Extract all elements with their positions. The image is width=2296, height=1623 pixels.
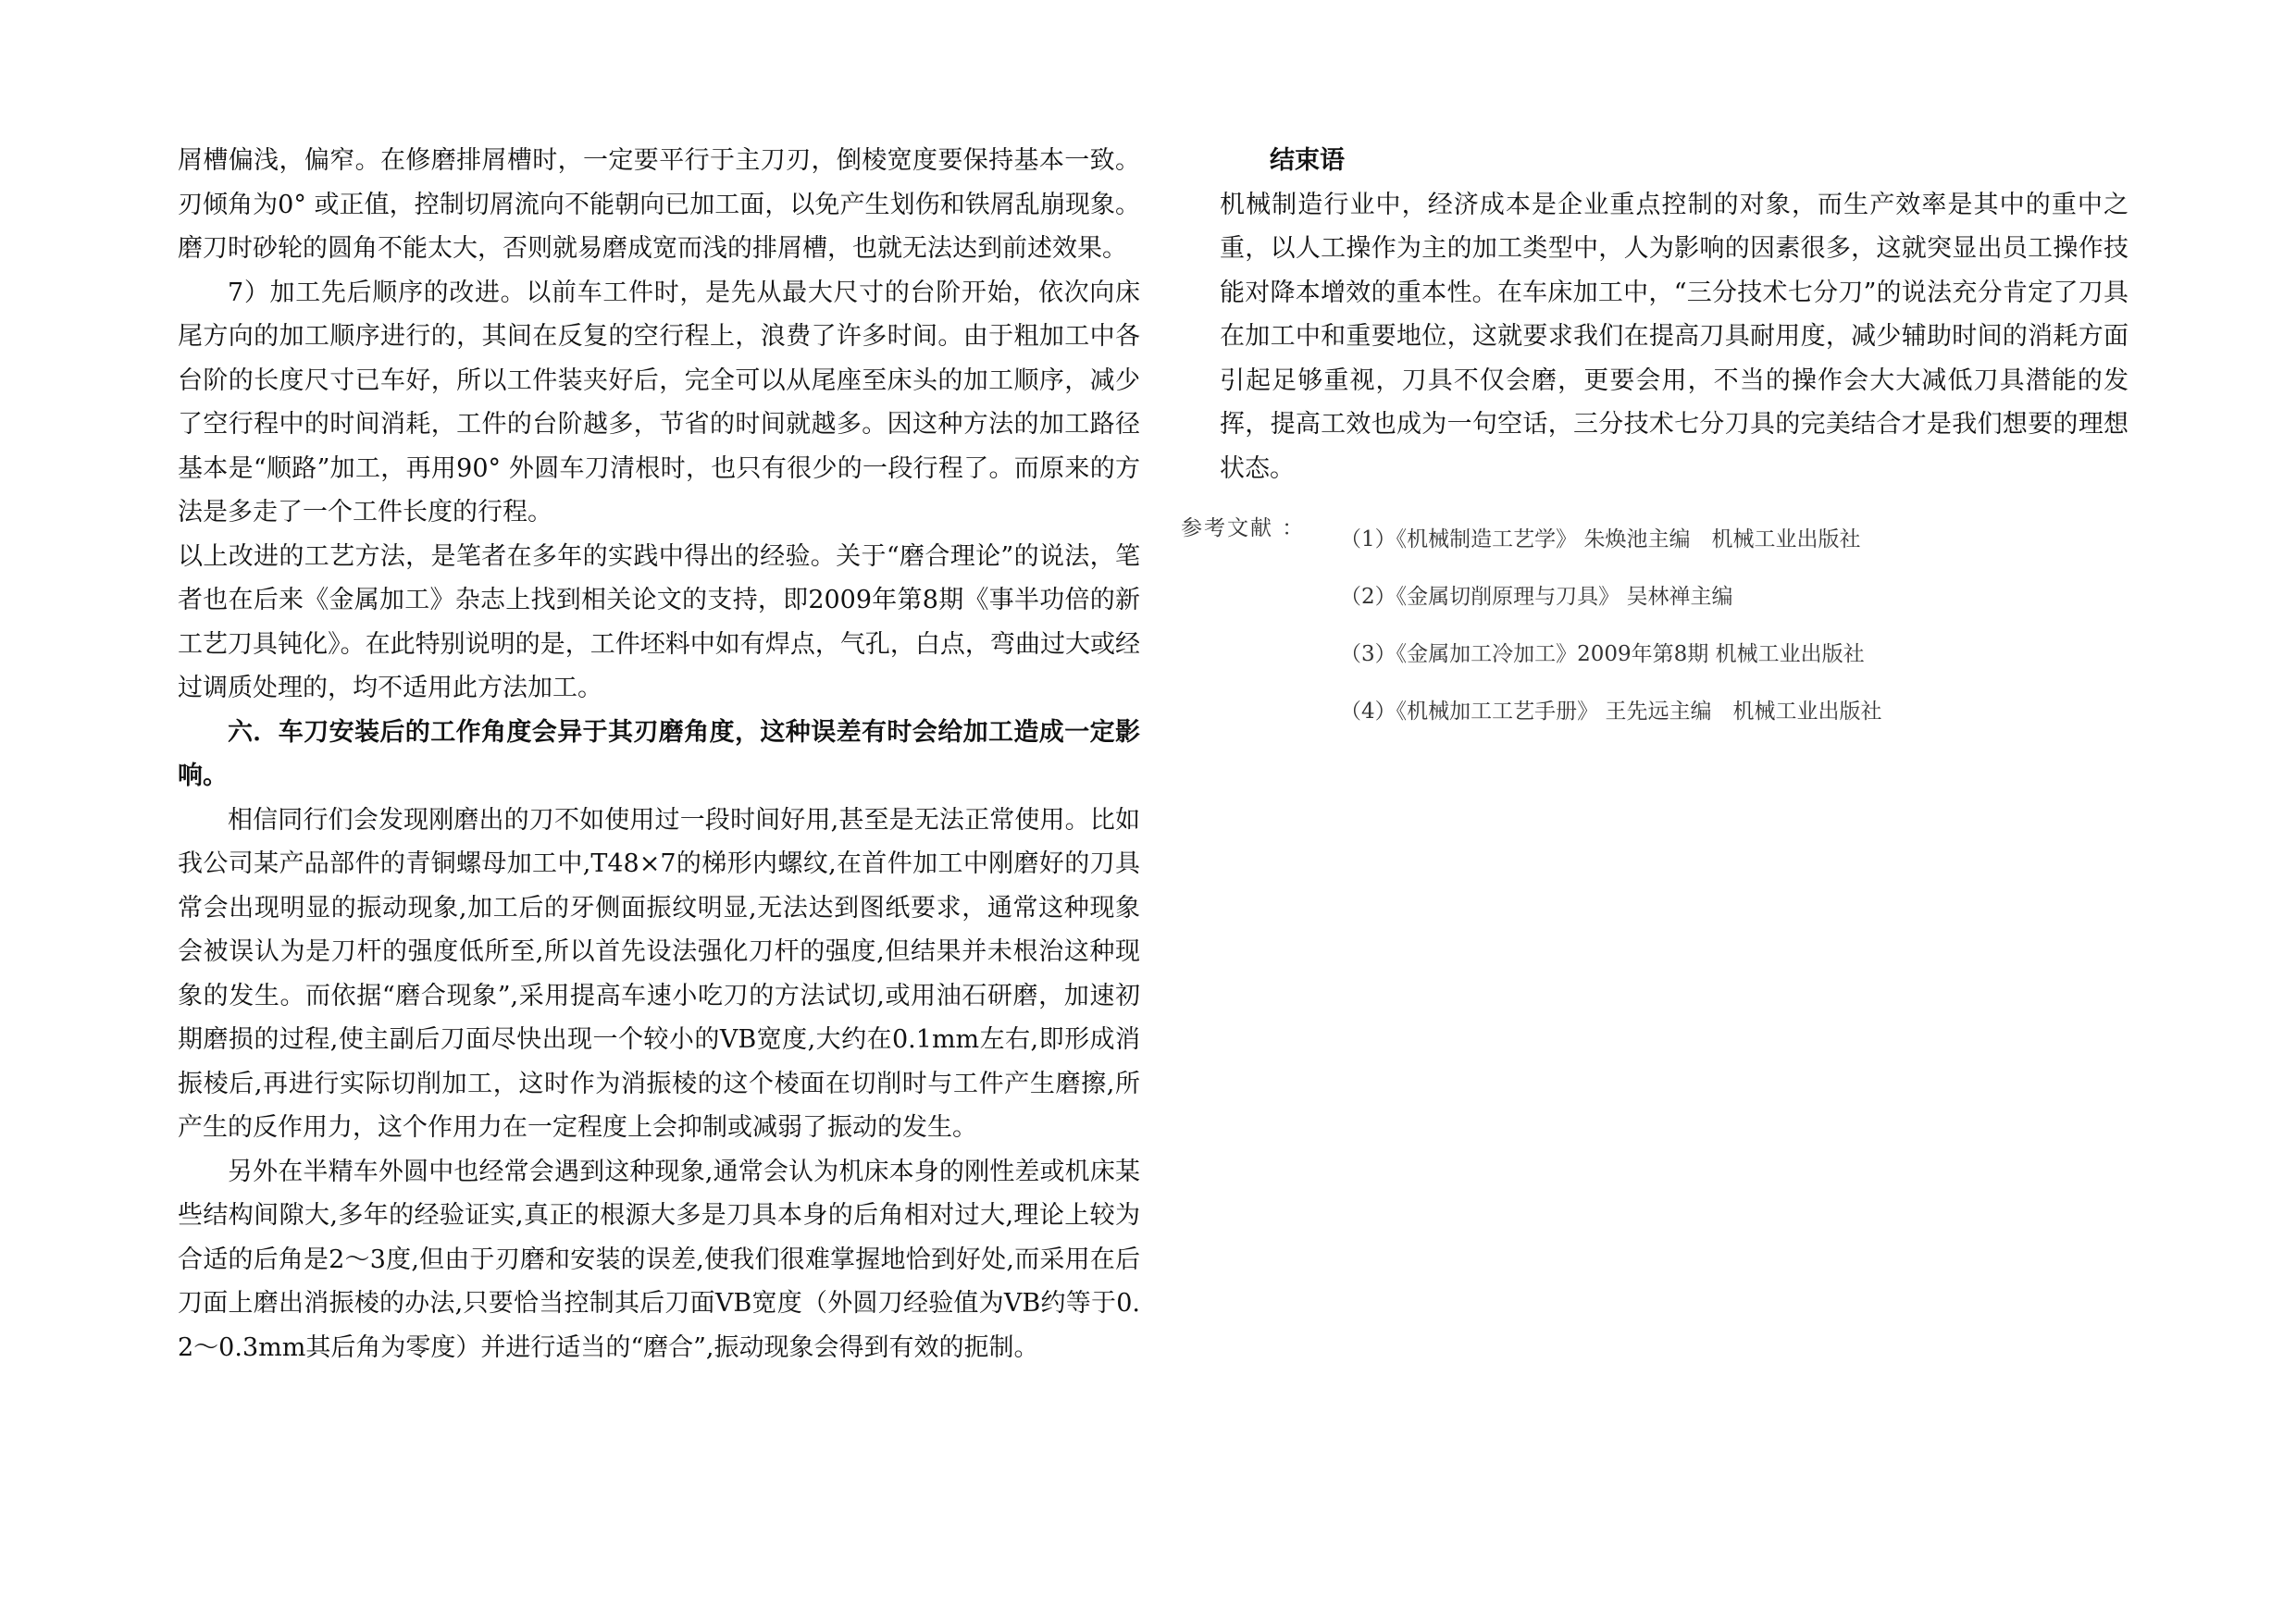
- reference-item-4: （4）《机械加工工艺手册》 王先远主编 机械工业出版社: [1340, 700, 1882, 724]
- reference-item-1: （1）《机械制造工艺学》 朱焕池主编 机械工业出版社: [1340, 527, 1861, 551]
- reference-item-3: （3）《金属加工冷加工》2009年第8期 机械工业出版社: [1340, 642, 1865, 666]
- section-heading-6: 六．车刀安装后的工作角度会异于其刃磨角度，这种误差有时会给加工造成一定影响。: [178, 717, 1140, 790]
- conclusion-title: 结束语: [1270, 146, 1345, 175]
- paragraph-vibration-thread: 相信同行们会发现刚磨出的刀不如使用过一段时间好用,甚至是无法正常使用。比如我公司某产品部件的青铜螺母加工中,T48×7的梯形内螺纹,在首件加工中刚磨好的刀具常会出现明显的振动现象,加工后的牙侧面振纹明显,无法达到图纸要求，通常这种现象会被误认为是刀杆的强度低所至,所以首先设法强化刀杆的强度,但结果并未根治这种现象的发生。而依据“磨合现象”,采用提高车速小吃刀的方法试切,或用油石研磨，加速初期磨损的过程,使主副后刀面尽快出现一个较小的VB宽度,大约在0.1mm左右,即形成消振棱后,再进行实际切削加工，这时作为消振棱的这个棱面在切削时与工件产生磨擦,所产生的反作用力，这个作用力在一定程度上会抑制或减弱了振动的发生。: [178, 805, 1140, 1142]
- paragraph-improved-process: 以上改进的工艺方法，是笔者在多年的实践中得出的经验。关于“磨合理论”的说法，笔者也在后来《金属加工》杂志上找到相关论文的支持，即2009年第8期《事半功倍的新工艺刀具钝化》。在此特别说明的是，工件坯料中如有焊点，气孔，白点，弯曲过大或经过调质处理的，均不适用此方法加工。: [178, 541, 1140, 702]
- conclusion-paragraph: 机械制造行业中，经济成本是企业重点控制的对象，而生产效率是其中的重中之重，以人工操作为主的加工类型中，人为影响的因素很多，这就突显出员工操作技能对降本增效的重本性。在车床加工中，“三分技术七分刀”的说法充分肯定了刀具在加工中和重要地位，这就要求我们在提高刀具耐用度，减少辅助时间的消耗方面引起足够重视，刀具不仅会磨，更要会用，不当的操作会大大减低刀具潜能的发挥，提高工效也成为一句空话，三分技术七分刀具的完美结合才是我们想要的理想状态。: [1220, 190, 2128, 483]
- paragraph-vibration-outer: 另外在半精车外圆中也经常会遇到这种现象,通常会认为机床本身的刚性差或机床某些结构间隙大,多年的经验证实,真正的根源大多是刀具本身的后角相对过大,理论上较为合适的后角是2～3度,但由于刃磨和安装的误差,使我们很难掌握地恰到好处,而采用在后刀面上磨出消振棱的办法,只要恰当控制其后刀面VB宽度（外圆刀经验值为VB约等于0.2～0.3mm其后角为零度）并进行适当的“磨合”,振动现象会得到有效的扼制。: [178, 1157, 1140, 1362]
- paragraph-chip-groove: 屑槽偏浅，偏窄。在修磨排屑槽时，一定要平行于主刀刃，倒棱宽度要保持基本一致。刃倾角为0° 或正值，控制切屑流向不能朝向已加工面，以免产生划伤和铁屑乱崩现象。磨刀时砂轮的圆角不能太大，否则就易磨成宽而浅的排屑槽，也就无法达到前述效果。: [178, 146, 1140, 263]
- references-section: [1181, 511, 2128, 740]
- references-label: 参考文献 ：: [1181, 516, 1306, 540]
- reference-item-2: （2）《金属切削原理与刀具》 吴林禅主编: [1340, 585, 1733, 609]
- left-column: [178, 139, 1140, 1369]
- paragraph-machining-order: 7）加工先后顺序的改进。以前车工件时，是先从最大尺寸的台阶开始，依次向床尾方向的加工顺序进行的，其间在反复的空行程上，浪费了许多时间。由于粗加工中各台阶的长度尺寸已车好，所以工件装夹好后，完全可以从尾座至床头的加工顺序，减少了空行程中的时间消耗，工件的台阶越多，节省的时间就越多。因这种方法的加工路径基本是“顺路”加工，再用90° 外圆车刀清根时，也只有很少的一段行程了。而原来的方法是多走了一个工件长度的行程。: [178, 278, 1140, 527]
- right-column: [1181, 139, 2128, 740]
